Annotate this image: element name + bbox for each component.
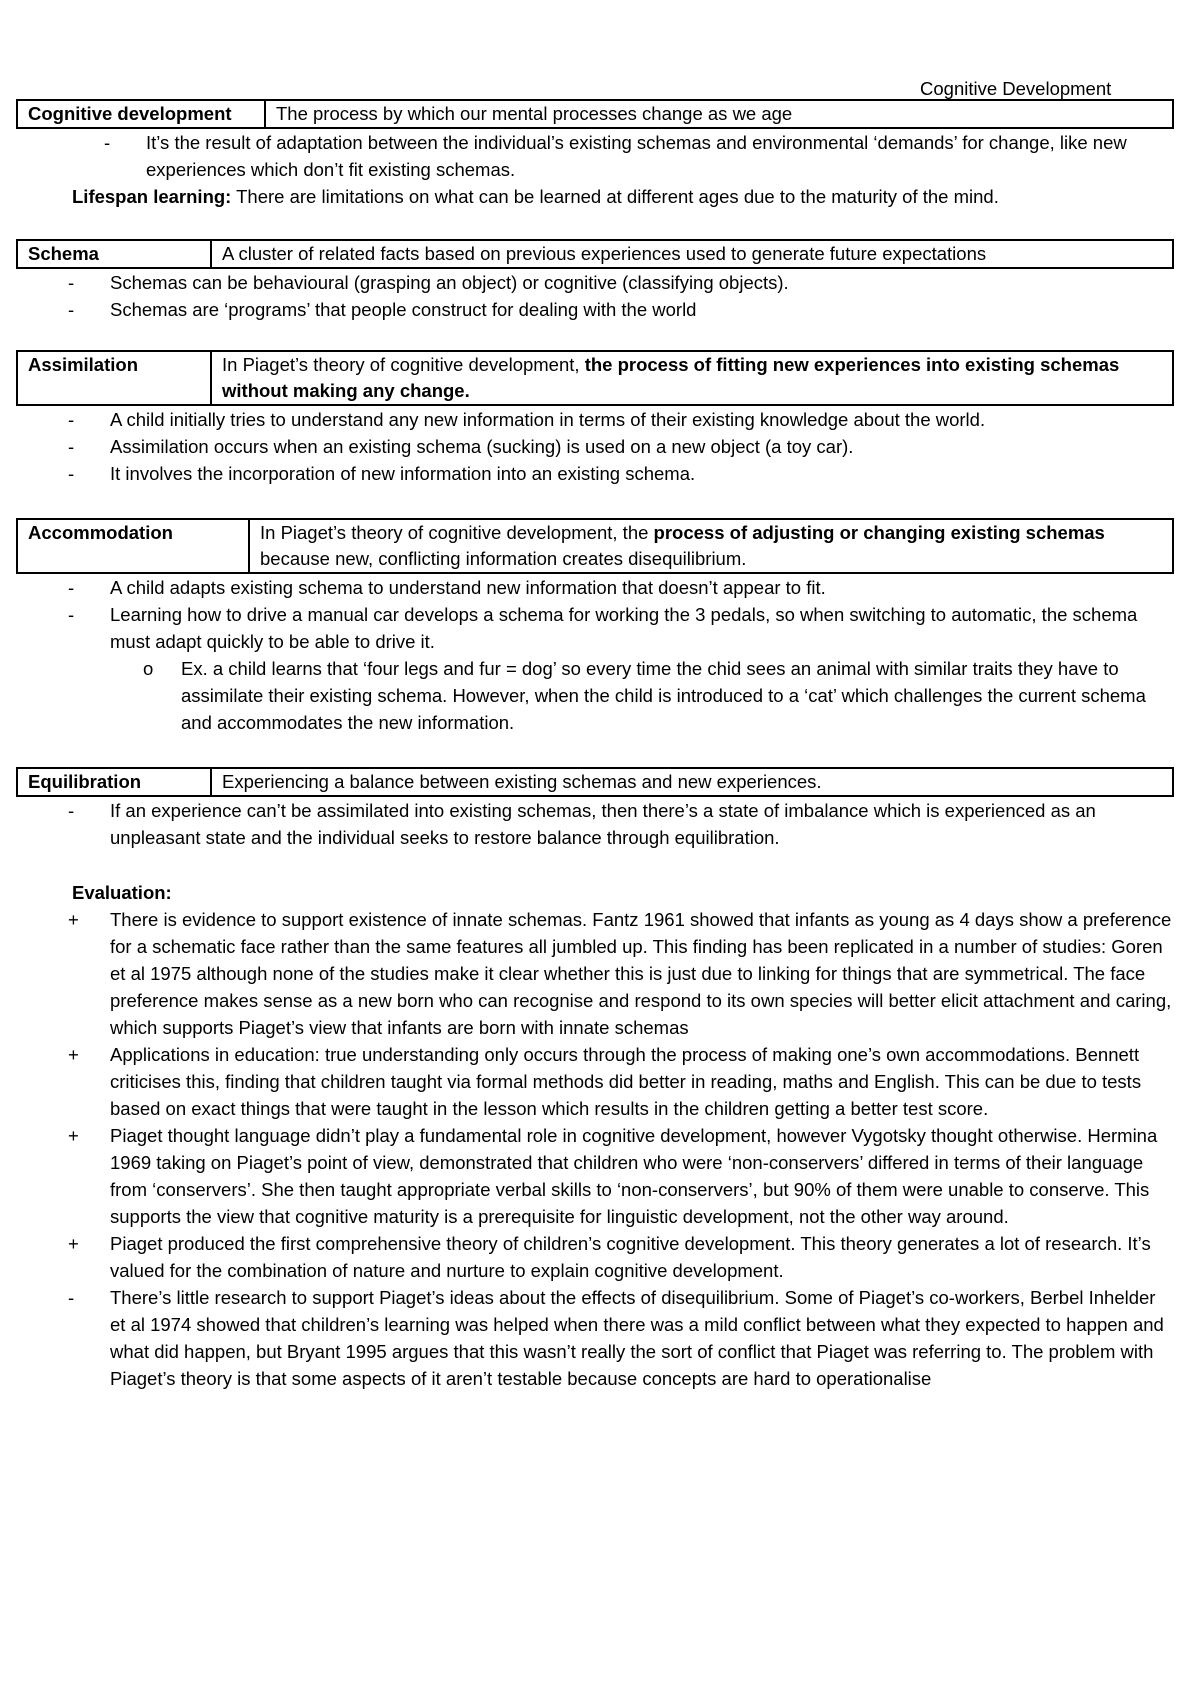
definition-cell: Experiencing a balance between existing schemas and new experiences. xyxy=(211,768,1173,796)
term-cell: Accommodation xyxy=(17,519,249,573)
list-item: - Learning how to drive a manual car develops a schema for working the 3 pedals, so when switching to automatic, the schema must adapt quickly to be able to drive it. xyxy=(68,604,1138,652)
term-cell: Cognitive development xyxy=(17,100,265,128)
definition-cell: In Piaget’s theory of cognitive development, the process of adjusting or changing existing schemas because new, conflicting information creates disequilibrium. xyxy=(249,519,1173,573)
section-equilibration xyxy=(16,767,1174,851)
section-accommodation xyxy=(16,518,1174,736)
list-item: - Assimilation occurs when an existing schema (sucking) is used on a new object (a toy car). xyxy=(68,436,854,457)
section-evaluation xyxy=(16,879,1174,1392)
list-item: - A child initially tries to understand any new information in terms of their existing knowledge about the world. xyxy=(68,409,986,430)
definition-cell: In Piaget’s theory of cognitive development, the process of fitting new experiences into existing schemas without making any change. xyxy=(211,351,1173,405)
lifespan-learning: Lifespan learning: There are limitations on what can be learned at different ages due to the maturity of the mind. xyxy=(72,186,999,207)
sub-list-item: o Ex. a child learns that ‘four legs and fur = dog’ so every time the chid sees an animal with similar traits they have to assimilate their existing schema. However, when the child is introduced to a ‘cat’ which challenges the current schema and accommodates the new information. xyxy=(143,658,1146,733)
definition-table xyxy=(16,350,1174,406)
term-cell: Assimilation xyxy=(17,351,211,405)
evaluation-item: + Applications in education: true understanding only occurs through the process of making one’s own accommodations. Bennett criticises this, finding that children taught via formal methods did better in reading, maths and English. This can be due to tests based on exact things that were taught in the lesson which results in the children getting a better test score. xyxy=(68,1044,1142,1119)
list-item: - It’s the result of adaptation between the individual’s existing schemas and environmental ‘demands’ for change, like new experiences which don’t fit existing schemas. xyxy=(104,132,1127,180)
definition-cell: A cluster of related facts based on previous experiences used to generate future expectations xyxy=(211,240,1173,268)
definition-table xyxy=(16,239,1174,269)
evaluation-item: - There’s little research to support Piaget’s ideas about the effects of disequilibrium. Some of Piaget’s co-workers, Berbel Inhelder et al 1974 showed that children’s learning was helped when there was a mild conflict between what they expected to happen and what did happen, but Bryant 1995 argues that this wasn’t really the sort of conflict that Piaget was referring to. The problem with Piaget’s theory is that some aspects of it aren’t testable because concepts are hard to operationalise xyxy=(68,1287,1164,1389)
evaluation-title: Evaluation: xyxy=(72,882,172,903)
evaluation-item: + There is evidence to support existence of innate schemas. Fantz 1961 showed that infants as young as 4 days show a preference for a schematic face rather than the same features all jumbled up. This finding has been replicated in a number of studies: Goren et al 1975 although none of the studies make it clear whether this is just due to linking for things that are symmetrical. The face preference makes sense as a new born who can recognise and respond to its own species will better elicit attachment and caring, which supports Piaget’s view that infants are born with innate schemas xyxy=(68,909,1172,1038)
list-item: - Schemas are ‘programs’ that people construct for dealing with the world xyxy=(68,299,697,320)
evaluation-item: + Piaget produced the first comprehensive theory of children’s cognitive development. This theory generates a lot of research. It’s valued for the combination of nature and nurture to explain cognitive development. xyxy=(68,1233,1151,1281)
definition-cell: The process by which our mental processes change as we age xyxy=(265,100,1173,128)
section-cognitive-development xyxy=(16,99,1174,210)
definition-table xyxy=(16,767,1174,797)
definition-table xyxy=(16,518,1174,574)
list-item: - It involves the incorporation of new information into an existing schema. xyxy=(68,463,696,484)
section-schema xyxy=(16,239,1174,323)
list-item: - A child adapts existing schema to understand new information that doesn’t appear to fit. xyxy=(68,577,826,598)
evaluation-item: + Piaget thought language didn’t play a fundamental role in cognitive development, however Vygotsky thought otherwise. Hermina 1969 taking on Piaget’s point of view, demonstrated that children who were ‘non-conservers’ differed in terms of their language from ‘conservers’. She then taught appropriate verbal skills to ‘non-conservers’, but 90% of them were unable to conserve. This supports the view that cognitive maturity is a prerequisite for linguistic development, not the other way around. xyxy=(68,1125,1158,1227)
definition-table xyxy=(16,99,1174,129)
term-cell: Equilibration xyxy=(17,768,211,796)
list-item: - Schemas can be behavioural (grasping an object) or cognitive (classifying objects). xyxy=(68,272,789,293)
list-item: - If an experience can’t be assimilated into existing schemas, then there’s a state of imbalance which is experienced as an unpleasant state and the individual seeks to restore balance through equilibration. xyxy=(68,800,1096,848)
page-header: Cognitive Development xyxy=(920,78,1112,99)
section-assimilation xyxy=(16,350,1174,487)
term-cell: Schema xyxy=(17,240,211,268)
